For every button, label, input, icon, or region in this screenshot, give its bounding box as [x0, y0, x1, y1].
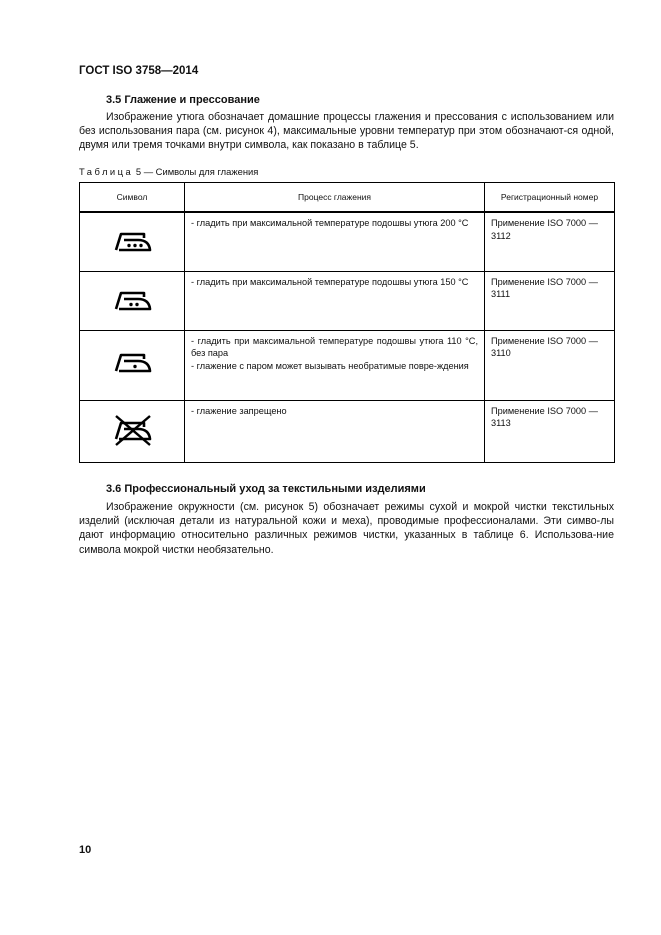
table-row	[80, 330, 615, 400]
iron-one-dot-icon	[110, 348, 154, 376]
table-caption	[79, 166, 258, 177]
process-cell	[185, 271, 485, 330]
symbol-cell	[80, 330, 185, 400]
registration-cell: Применение ISO 7000 — 3110	[485, 330, 615, 400]
section-3-5-title: 3.5 Глажение и прессование	[106, 94, 260, 106]
registration-cell: Применение ISO 7000 — 3113	[485, 400, 615, 462]
process-line: - гладить при максимальной температуре подошвы утюга 150 °C	[191, 276, 469, 287]
symbol-cell	[80, 212, 185, 271]
iron-two-dots-icon	[110, 286, 154, 314]
symbol-cell	[80, 400, 185, 462]
registration-cell: Применение ISO 7000 — 3112	[485, 212, 615, 271]
table-caption-title: — Символы для глажения	[143, 166, 259, 177]
iron-crossed-out-icon	[110, 413, 154, 447]
symbol-cell	[80, 271, 185, 330]
table-caption-number: 5	[135, 166, 142, 177]
process-cell	[185, 400, 485, 462]
header-process: Процесс глажения	[185, 183, 485, 213]
section-3-5-paragraph: Изображение утюга обозначает домашние процессы глажения и прессования с использованием или без использования пара (см. рисунок 4), максимальные уровни температур при этом обозначают-ся одной, двумя или тремя точками внутри символа, как показано в таблице 5.	[79, 111, 614, 152]
section-3-6-title: 3.6 Профессиональный уход за текстильными изделиями	[106, 483, 426, 495]
header-symbol: Символ	[80, 183, 185, 213]
table-row	[80, 212, 615, 271]
page-number: 10	[79, 844, 92, 856]
process-line: - гладить при максимальной температуре подошвы утюга 200 °C	[191, 218, 469, 228]
table-row	[80, 400, 615, 462]
process-cell	[185, 330, 485, 400]
table-row	[80, 271, 615, 330]
document-header: ГОСТ ISO 3758—2014	[79, 65, 199, 77]
ironing-symbols-table	[79, 182, 615, 463]
table-caption-label: Таблица	[79, 166, 134, 177]
process-line: - гладить при максимальной температуре подошвы утюга 110 °C, без пара	[191, 335, 478, 358]
process-cell	[185, 212, 485, 271]
process-line: - глажение запрещено	[191, 405, 287, 416]
iron-three-dots-icon	[110, 227, 154, 255]
section-3-6-paragraph: Изображение окружности (см. рисунок 5) обозначает режимы сухой и мокрой чистки текстильных изделий (исключая детали из натуральной кожи и меха), проводимые профессионалами. Эти симво-лы дают информацию относительно различных режимов чистки, указанных в таблице 6. Использова-ние символа мокрой чистки необязательно.	[79, 501, 614, 556]
registration-cell: Применение ISO 7000 — 3111	[485, 271, 615, 330]
process-line: - глажение с паром может вызывать необратимые повре-ждения	[191, 360, 469, 371]
header-registration: Регистрационный номер	[485, 183, 615, 213]
